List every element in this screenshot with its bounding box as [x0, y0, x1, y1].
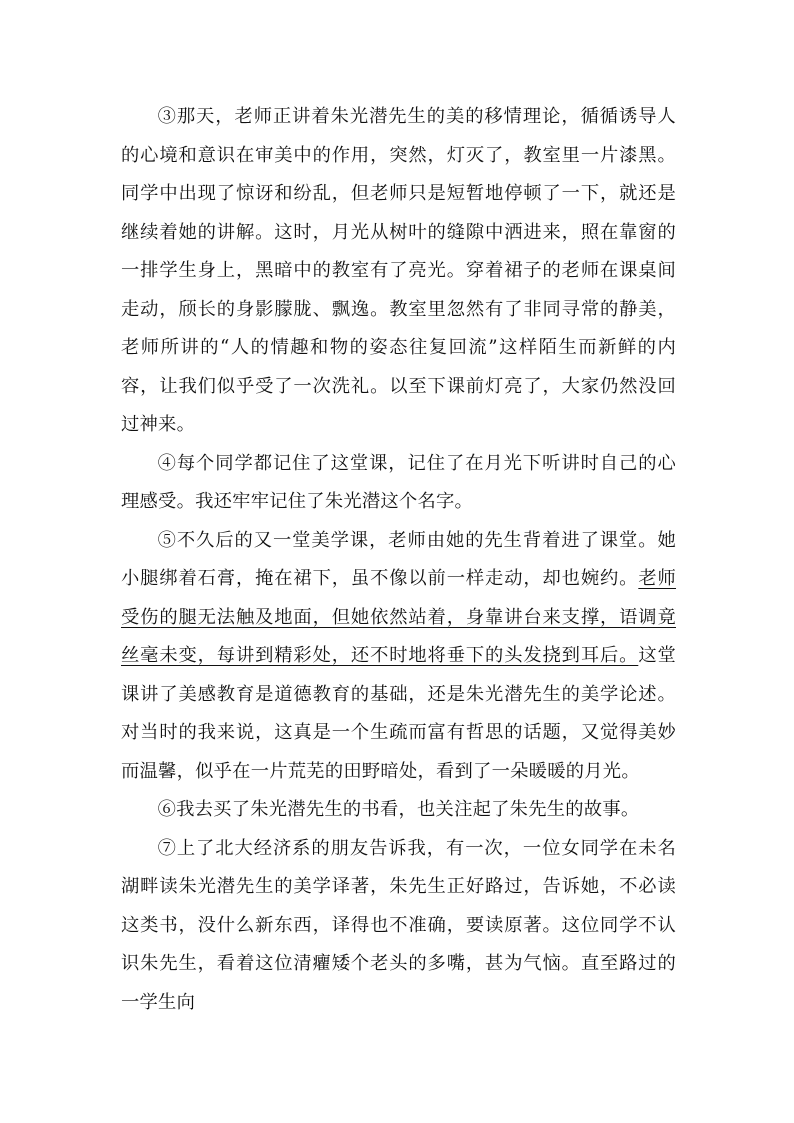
paragraph-5-underlined-sentence: 老师受伤的腿无法触及地面，但她依然站着，身靠讲台来支撑，语调竟丝毫未变，每讲到精彩处，还不时地将垂下的头发挠到耳后。 [121, 568, 677, 666]
paragraph-5-text-start: ⑤不久后的又一堂美学课，老师由她的先生背着进了课堂。她小腿绑着石膏，掩在裙下，虽不像以前一样走动，却也婉约。 [121, 529, 676, 589]
paragraph-7-text: ⑦上了北大经济系的朋友告诉我，有一次，一位女同学在未名湖畔读朱光潜先生的美学译著，朱先生正好路过，告诉她，不必读这类书，没什么新东西，译得也不准确，要读原著。这位同学不认识朱先生，看着这位清癯矮个老头的多嘴，甚为气恼。直至路过的一学生向 [121, 837, 676, 1013]
article-body [121, 98, 676, 1022]
paragraph-5-text-end: 这堂课讲了美感教育是道德教育的基础，还是朱光潜先生的美学论述。对当时的我来说，这真是一个生疏而富有哲思的话题，又觉得美妙而温馨，似乎在一片荒芜的田野暗处，看到了一朵暖暖的月光。 [121, 645, 677, 782]
paragraph-6-text: ⑥我去买了朱光潜先生的书看，也关注起了朱先生的故事。 [157, 799, 640, 820]
paragraph-3 [121, 98, 676, 445]
paragraph-4-text: ④每个同学都记住了这堂课，记住了在月光下听讲时自己的心理感受。我还牢牢记住了朱光潜这个名字。 [121, 452, 676, 512]
paragraph-3-text: ③那天，老师正讲着朱光潜先生的美的移情理论，循循诱导人的心境和意识在审美中的作用，突然，灯灭了，教室里一片漆黑。同学中出现了惊讶和纷乱，但老师只是短暂地停顿了一下，就还是继续着她的讲解。这时，月光从树叶的缝隙中洒进来，照在靠窗的一排学生身上，黑暗中的教室有了亮光。穿着裙子的老师在课桌间走动，颀长的身影朦胧、飘逸。教室里忽然有了非同寻常的静美，老师所讲的“人的情趣和物的姿态往复回流”这样陌生而新鲜的内容，让我们似乎受了一次洗礼。以至下课前灯亮了，大家仍然没回过神来。 [121, 106, 676, 435]
paragraph-7 [121, 830, 676, 1023]
paragraph-5 [121, 522, 676, 792]
paragraph-4 [121, 445, 676, 522]
paragraph-6 [121, 791, 676, 830]
